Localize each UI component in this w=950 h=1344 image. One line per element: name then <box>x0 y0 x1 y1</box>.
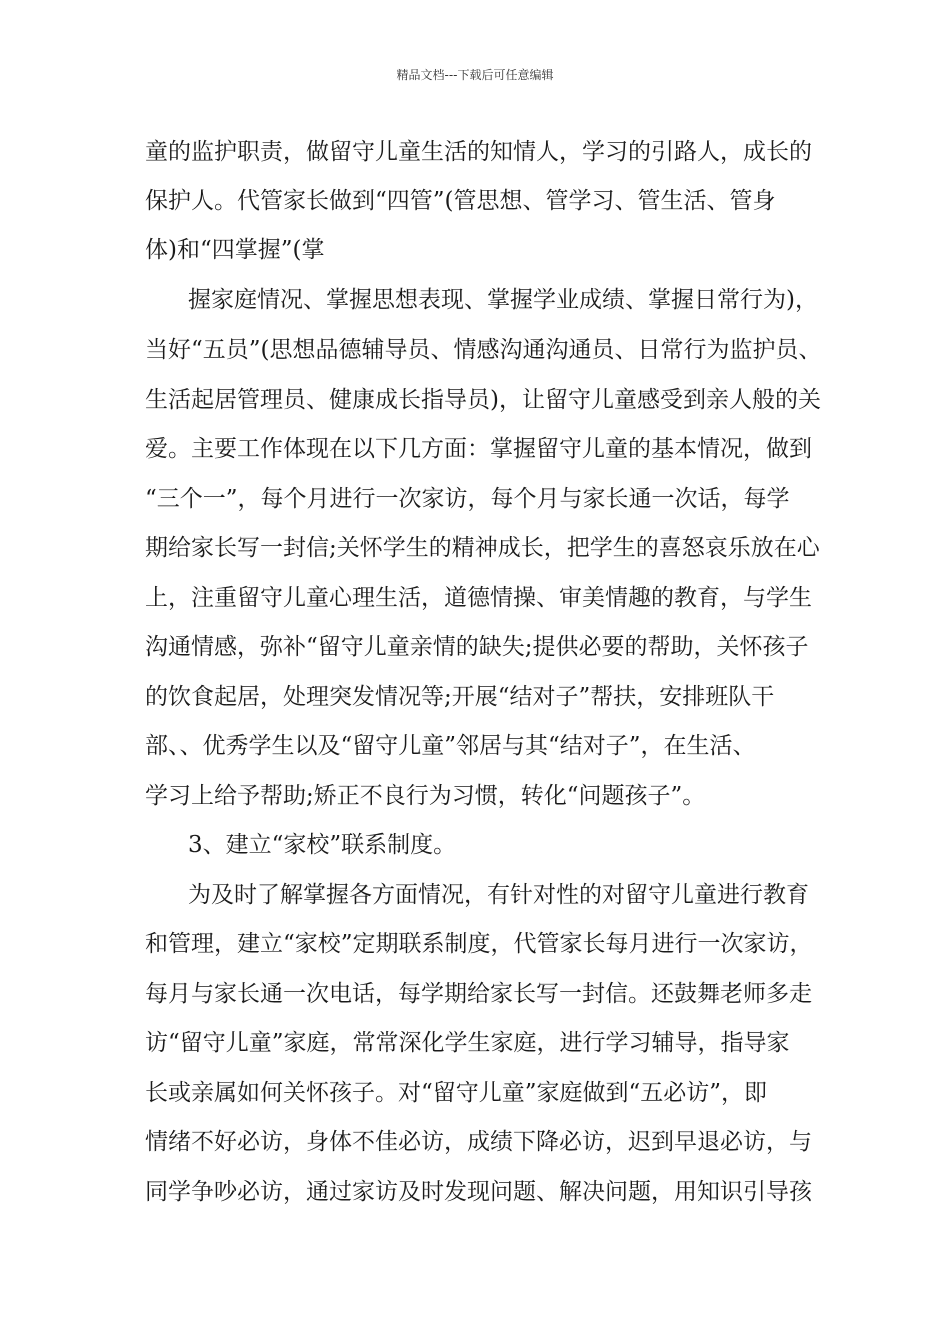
text-line: 沟通情感，弥补“留守儿童亲情的缺失;提供必要的帮助，关怀孩子 <box>145 634 809 660</box>
text-line: “三个一”，每个月进行一次家访，每个月与家长通一次话，每学 <box>145 486 790 512</box>
text-line: 每月与家长通一次电话，每学期给家长写一封信。还鼓舞老师多走 <box>145 981 812 1007</box>
text-line: 童的监护职责，做留守儿童生活的知情人，学习的引路人，成长的 <box>145 139 812 165</box>
page-header: 精品文档---下载后可任意编辑 <box>396 68 554 82</box>
text-line: 上，注重留守儿童心理生活，道德情操、审美情趣的教育，与学生 <box>145 585 812 611</box>
text-line: 同学争吵必访，通过家访及时发现问题、解决问题，用知识引导孩 <box>145 1179 812 1205</box>
paragraph-start-line: 握家庭情况、掌握思想表现、掌握学业成绩、掌握日常行为)， <box>188 287 818 313</box>
paragraph-start-line: 为及时了解掌握各方面情况，有针对性的对留守儿童进行教育 <box>188 882 809 908</box>
section-heading: 3、建立“家校”联系制度。 <box>188 832 457 858</box>
text-line: 当好“五员”(思想品德辅导员、情感沟通沟通员、日常行为监护员、 <box>145 337 822 363</box>
text-line: 保护人。代管家长做到“四管”(管思想、管学习、管生活、管身 <box>145 188 776 214</box>
text-line: 学习上给予帮助;矫正不良行为习惯，转化“问题孩子”。 <box>145 783 706 809</box>
text-line: 和管理，建立“家校”定期联系制度，代管家长每月进行一次家访， <box>145 931 813 957</box>
text-line: 生活起居管理员、健康成长指导员)，让留守儿童感受到亲人般的关 <box>145 387 821 413</box>
text-line: 体)和“四掌握”(掌 <box>145 237 325 263</box>
text-line: 爱。主要工作体现在以下几方面：掌握留守儿童的基本情况，做到 <box>145 436 812 462</box>
text-line: 期给家长写一封信;关怀学生的精神成长，把学生的喜怒哀乐放在心 <box>145 535 820 561</box>
text-line: 情绪不好必访，身体不佳必访，成绩下降必访，迟到早退必访，与 <box>145 1129 812 1155</box>
text-line: 部、、优秀学生以及“留守儿童”邻居与其“结对子”，在生活、 <box>145 733 756 759</box>
text-line: 长或亲属如何关怀孩子。对“留守儿童”家庭做到“五必访”，即 <box>145 1080 768 1106</box>
text-line: 访“留守儿童”家庭，常常深化学生家庭，进行学习辅导，指导家 <box>145 1030 790 1056</box>
text-line: 的饮食起居，处理突发情况等;开展“结对子”帮扶，安排班队干 <box>145 684 775 710</box>
